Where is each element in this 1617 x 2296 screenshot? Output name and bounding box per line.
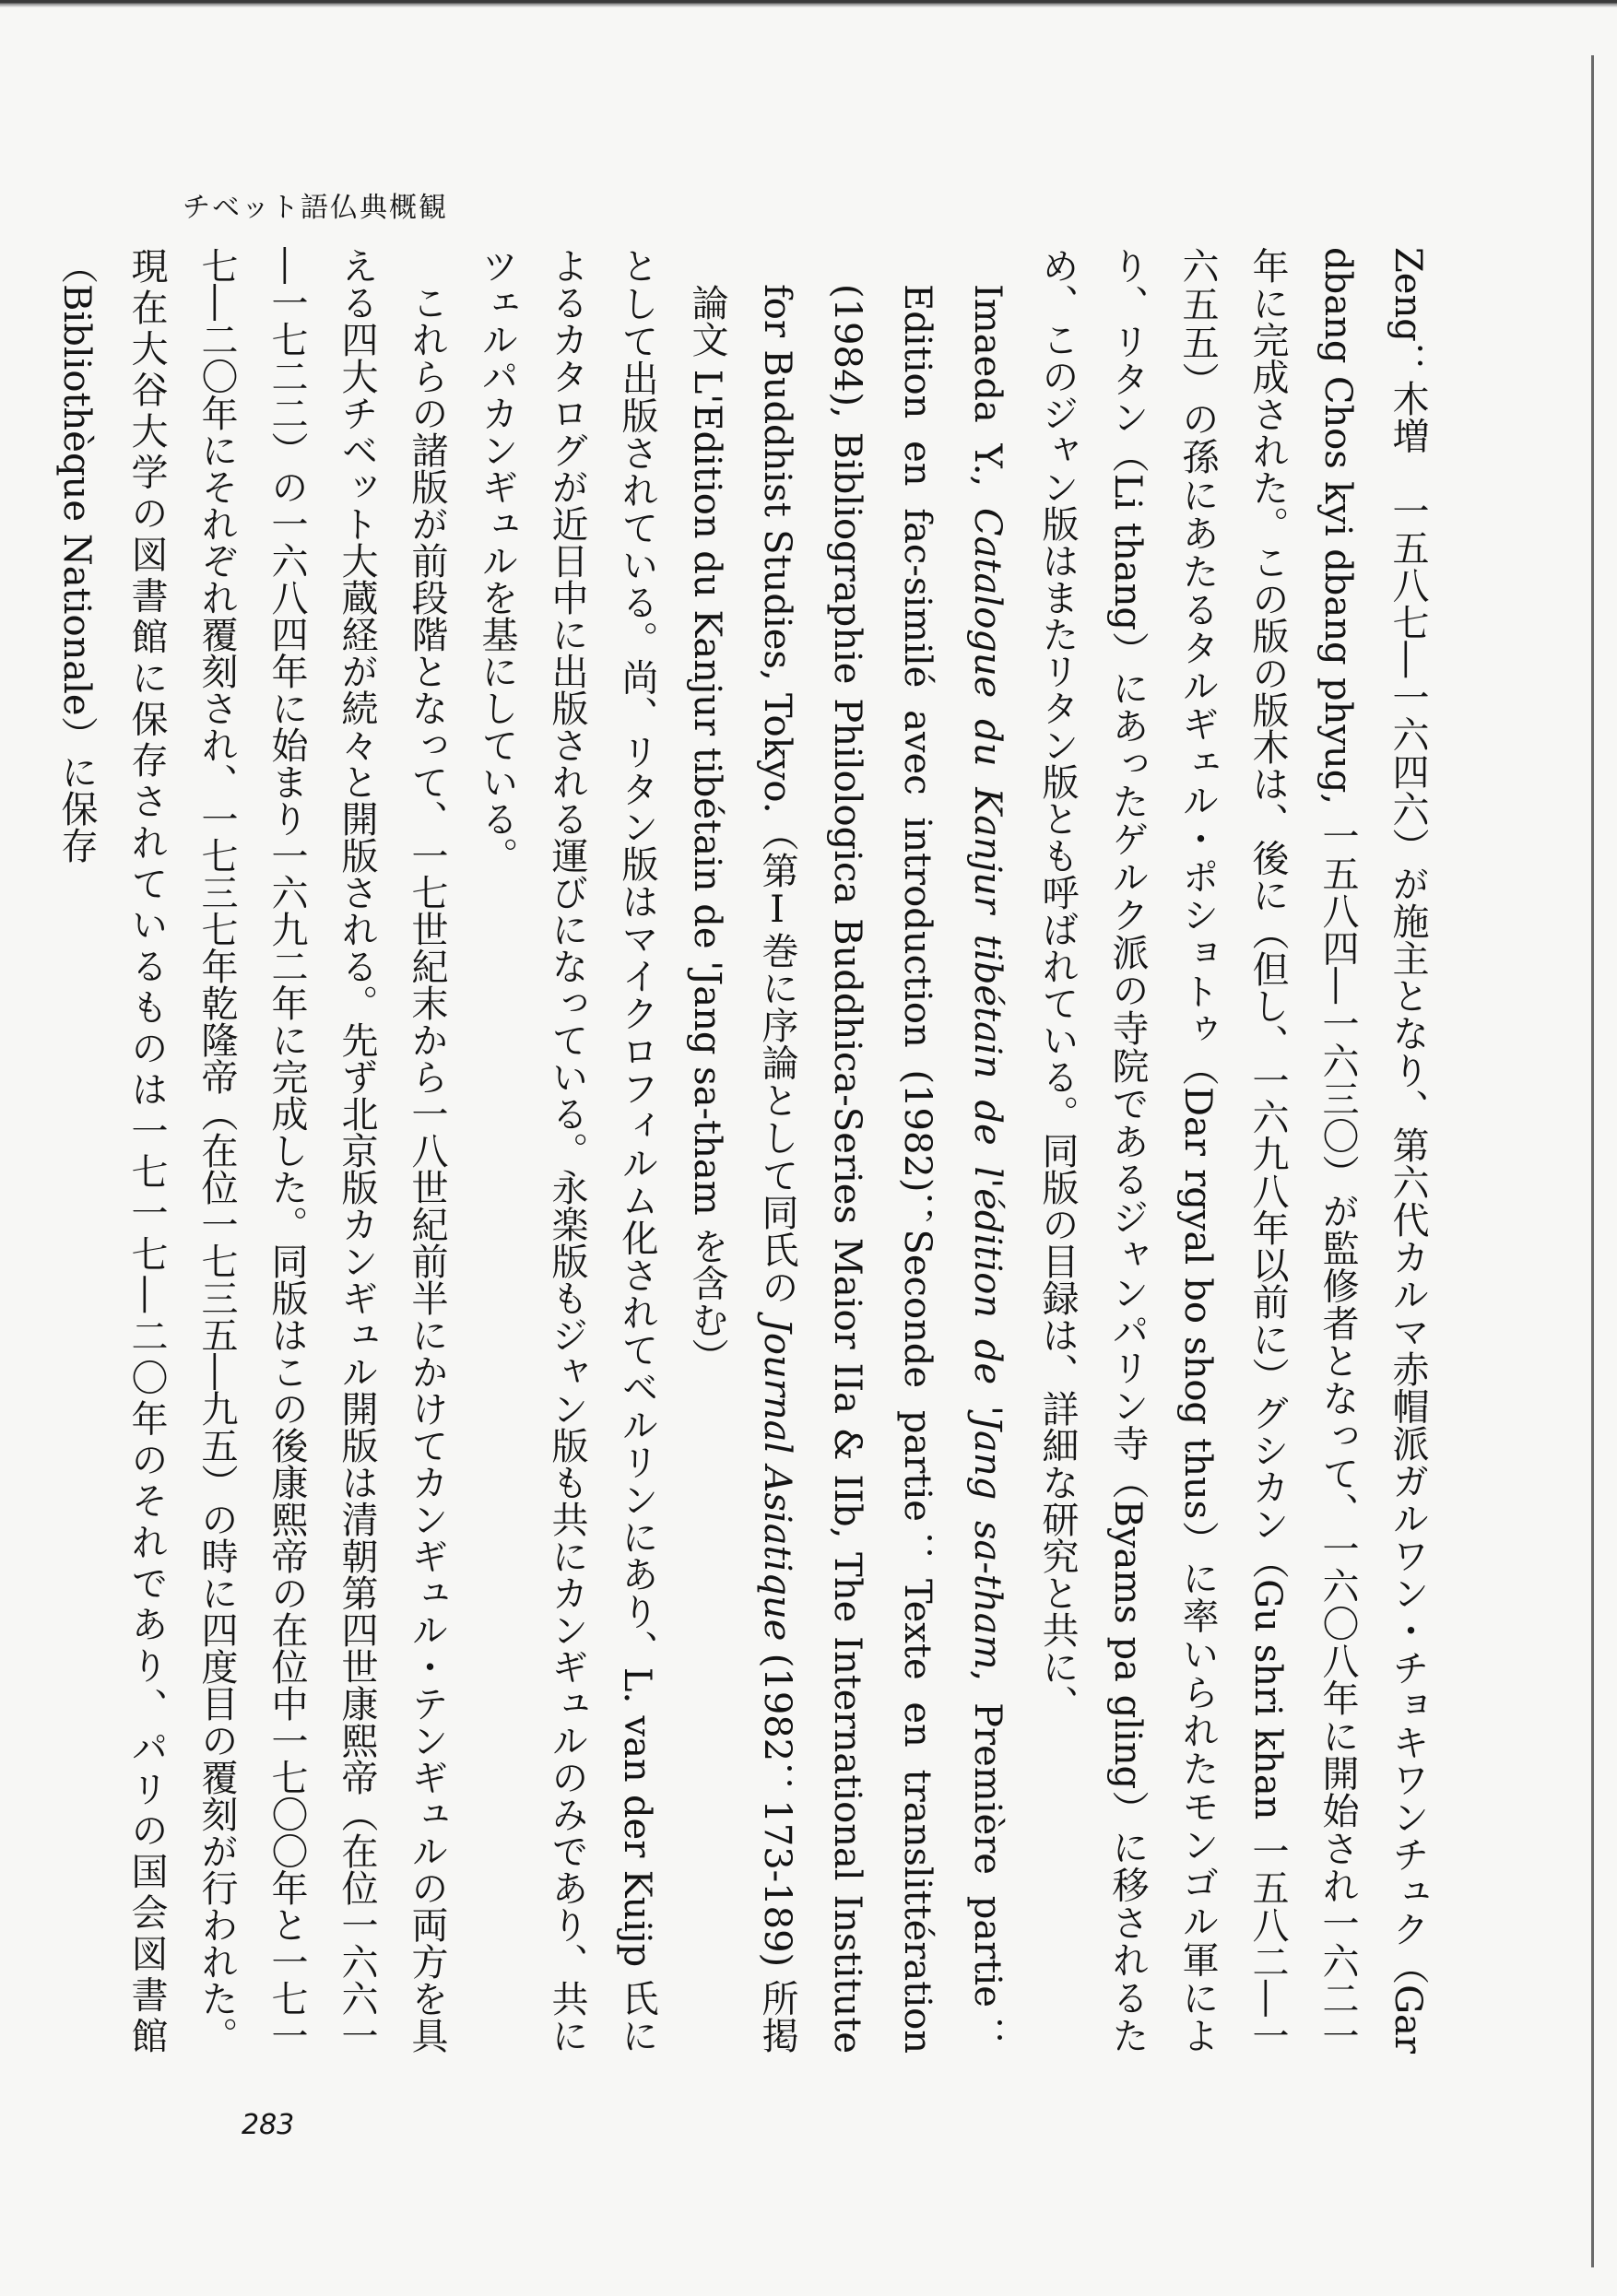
ref-details: , Première partie：Edition en fac-similé avec introduction (1982)；Seconde partie：Texte en translittération (1984), Bibliographie Philologica Buddhica-Series Maior IIa & IIb, The International Institute for Buddhist Studies, Tokyo.（第Ⅰ巻に序論として同氏の [756, 284, 1009, 2055]
paragraph-zeng-edition: Zeng：木増 一五八七―一六四六）が施主となり、第六代カルマ赤帽派ガルワン・チョキワンチュク（Gar dbang Chos kyi dbang phyug, 一五八四―一六三〇）が監修者となって、一六〇八年に開始され一六二一年に完成された。この版の版木は、後に（但し、一六九八年以前に）グシカン（Gu shri khan 一五八二―一六五五）の孫にあたるタルギェル・ポショトゥ（Dar rgyal bo shog thus）に率いられたモンゴル軍により、リタン（Li thang）にあったゲルク派の寺院であるジャンパリン寺（Byams pa gling）に移されるため、このジャン版はまたリタン版とも呼ばれている。同版の目録は、詳細な研究と共に、 [1036, 247, 1429, 2054]
ref-book-title: Catalogue du Kanjur tibétain de l'édition de 'Jang sa-tham [966, 508, 1009, 1670]
ref-journal-title: Journal Asiatique [756, 1317, 798, 1642]
right-margin-rule [1591, 55, 1594, 2267]
reference-imaeda [672, 247, 1022, 2054]
main-text [55, 247, 1443, 2055]
ref-tail: (1982：173-189) 所掲論文 L'Edition du Kanjur tibétain de 'Jang sa-tham を含む） [686, 284, 798, 2054]
paragraph-four-editions: これらの諸版が前段階となって、一七世紀末から一八世紀前半にかけてカンギュル・テンギュルの両方を具える四大チベット大蔵経が続々と開版される。先ず北京版カンギュル開版は清朝第四世康熙帝（在位一六六一―一七二二）の一六八四年に始まり一六九二年に完成した。同版はこの後康熙帝の在位中一七〇〇年と一七一七―二〇年にそれぞれ覆刻され、一七三七年乾隆帝（在位一七三五―九五）の時に四度目の覆刻が行われた。現在大谷大学の図書館に保存されているものは一七一七―二〇年のそれであり、パリの国会図書館（Bibliothèque Nationale）に保存 [55, 247, 448, 2054]
paragraph-published: として出版されている。尚、リタン版はマイクロフィルム化されてベルリンにあり、L. van der Kuijp 氏によるカタログが近日中に出版される運びになっている。永楽版もジャン版も共にカンギュルのみであり、共にツェルパカンギュルを基にしている。 [476, 247, 658, 2054]
top-edge-rule [0, 0, 1617, 7]
ref-author: Imaeda Y., [966, 284, 1009, 509]
page-number: 283 [242, 2109, 295, 2141]
running-head: チベット語仏典概観 [183, 192, 448, 224]
